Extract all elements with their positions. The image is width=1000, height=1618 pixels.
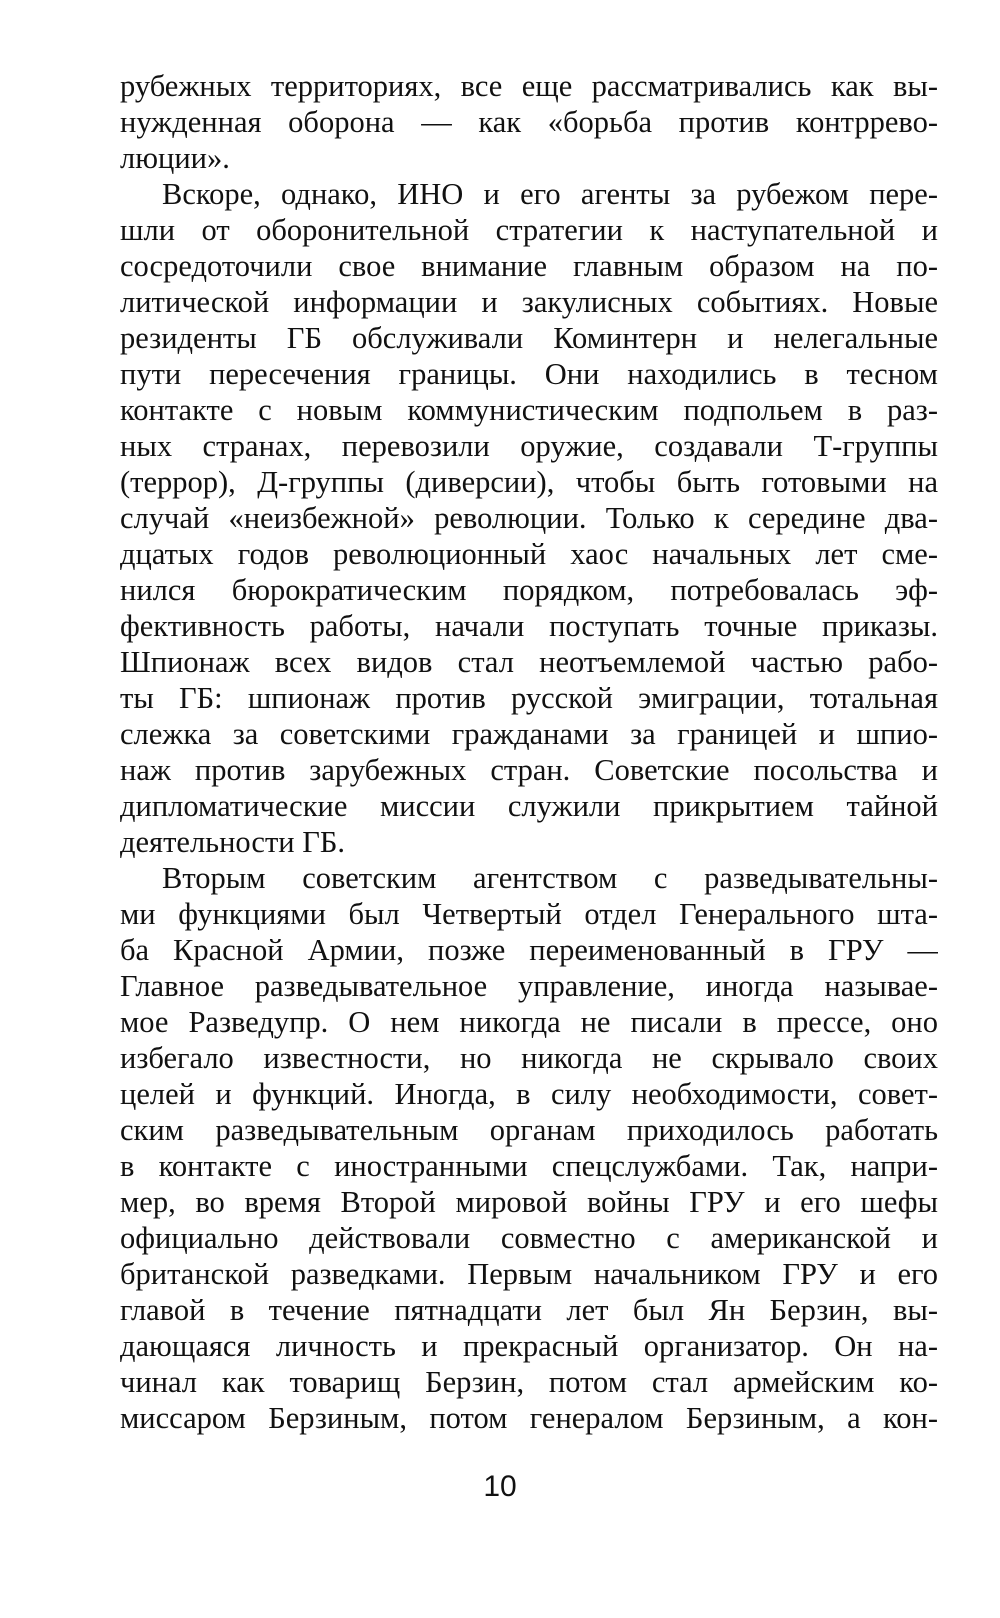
text-line: (террор), Д-группы (диверсии), чтобы быть готовыми на bbox=[120, 465, 938, 499]
text-line: в контакте с иностранными спецслужбами. Так, напри- bbox=[120, 1149, 938, 1183]
text-line: официально действовали совместно с американской и bbox=[120, 1221, 938, 1255]
text-line: дцатых годов революционный хаос начальных лет сме- bbox=[120, 537, 938, 571]
text-line: люции». bbox=[120, 141, 230, 175]
text-line: шли от оборонительной стратегии к наступательной и bbox=[120, 213, 938, 247]
text-line: фективность работы, начали поступать точные приказы. bbox=[120, 609, 938, 643]
text-line: дипломатические миссии служили прикрытием тайной bbox=[120, 789, 938, 823]
text-line: дающаяся личность и прекрасный организатор. Он на- bbox=[120, 1329, 938, 1363]
text-line: главой в течение пятнадцати лет был Ян Берзин, вы- bbox=[120, 1293, 938, 1327]
text-line: литической информации и закулисных событиях. Новые bbox=[120, 285, 938, 319]
text-line: контакте с новым коммунистическим подпольем в раз- bbox=[120, 393, 938, 427]
text-line: рубежных территориях, все еще рассматривались как вы- bbox=[120, 69, 938, 103]
page-body bbox=[120, 68, 938, 1436]
text-line: целей и функций. Иногда, в силу необходимости, совет- bbox=[120, 1077, 938, 1111]
text-line: ским разведывательным органам приходилось работать bbox=[120, 1113, 938, 1147]
page-number: 10 bbox=[483, 1470, 517, 1503]
paragraph-first-line: Вскоре, однако, ИНО и его агенты за рубежом пере- bbox=[162, 177, 938, 211]
text-line: мое Разведупр. О нем никогда не писали в прессе, оно bbox=[120, 1005, 938, 1039]
text-line: британской разведками. Первым начальником ГРУ и его bbox=[120, 1257, 938, 1291]
text-line: случай «неизбежной» революции. Только к середине два- bbox=[120, 501, 938, 535]
text-line: ты ГБ: шпионаж против русской эмиграции, тотальная bbox=[120, 681, 938, 715]
text-line: ми функциями был Четвертый отдел Генерального шта- bbox=[120, 897, 938, 931]
text-line: ба Красной Армии, позже переименованный в ГРУ — bbox=[120, 933, 938, 967]
text-line: мер, во время Второй мировой войны ГРУ и его шефы bbox=[120, 1185, 938, 1219]
text-line: миссаром Берзиным, потом генералом Берзиным, а кон- bbox=[120, 1401, 938, 1435]
text-line: наж против зарубежных стран. Советские посольства и bbox=[120, 753, 938, 787]
text-line: слежка за советскими гражданами за границей и шпио- bbox=[120, 717, 938, 751]
text-line: нужденная оборона — как «борьба против контррево- bbox=[120, 105, 938, 139]
text-line: пути пересечения границы. Они находились в тесном bbox=[120, 357, 938, 391]
text-line: чинал как товарищ Берзин, потом стал армейским ко- bbox=[120, 1365, 938, 1399]
text-line: избегало известности, но никогда не скрывало своих bbox=[120, 1041, 938, 1075]
text-line: ных странах, перевозили оружие, создавали Т-группы bbox=[120, 429, 938, 463]
text-line: сосредоточили свое внимание главным образом на по- bbox=[120, 249, 938, 283]
paragraph-first-line: Вторым советским агентством с разведывательны- bbox=[162, 861, 938, 895]
text-line: резиденты ГБ обслуживали Коминтерн и нелегальные bbox=[120, 321, 938, 355]
text-line: Главное разведывательное управление, иногда называе- bbox=[120, 969, 938, 1003]
text-line: деятельности ГБ. bbox=[120, 825, 345, 859]
text-line: нился бюрократическим порядком, потребовалась эф- bbox=[120, 573, 938, 607]
text-line: Шпионаж всех видов стал неотъемлемой частью рабо- bbox=[120, 645, 938, 679]
